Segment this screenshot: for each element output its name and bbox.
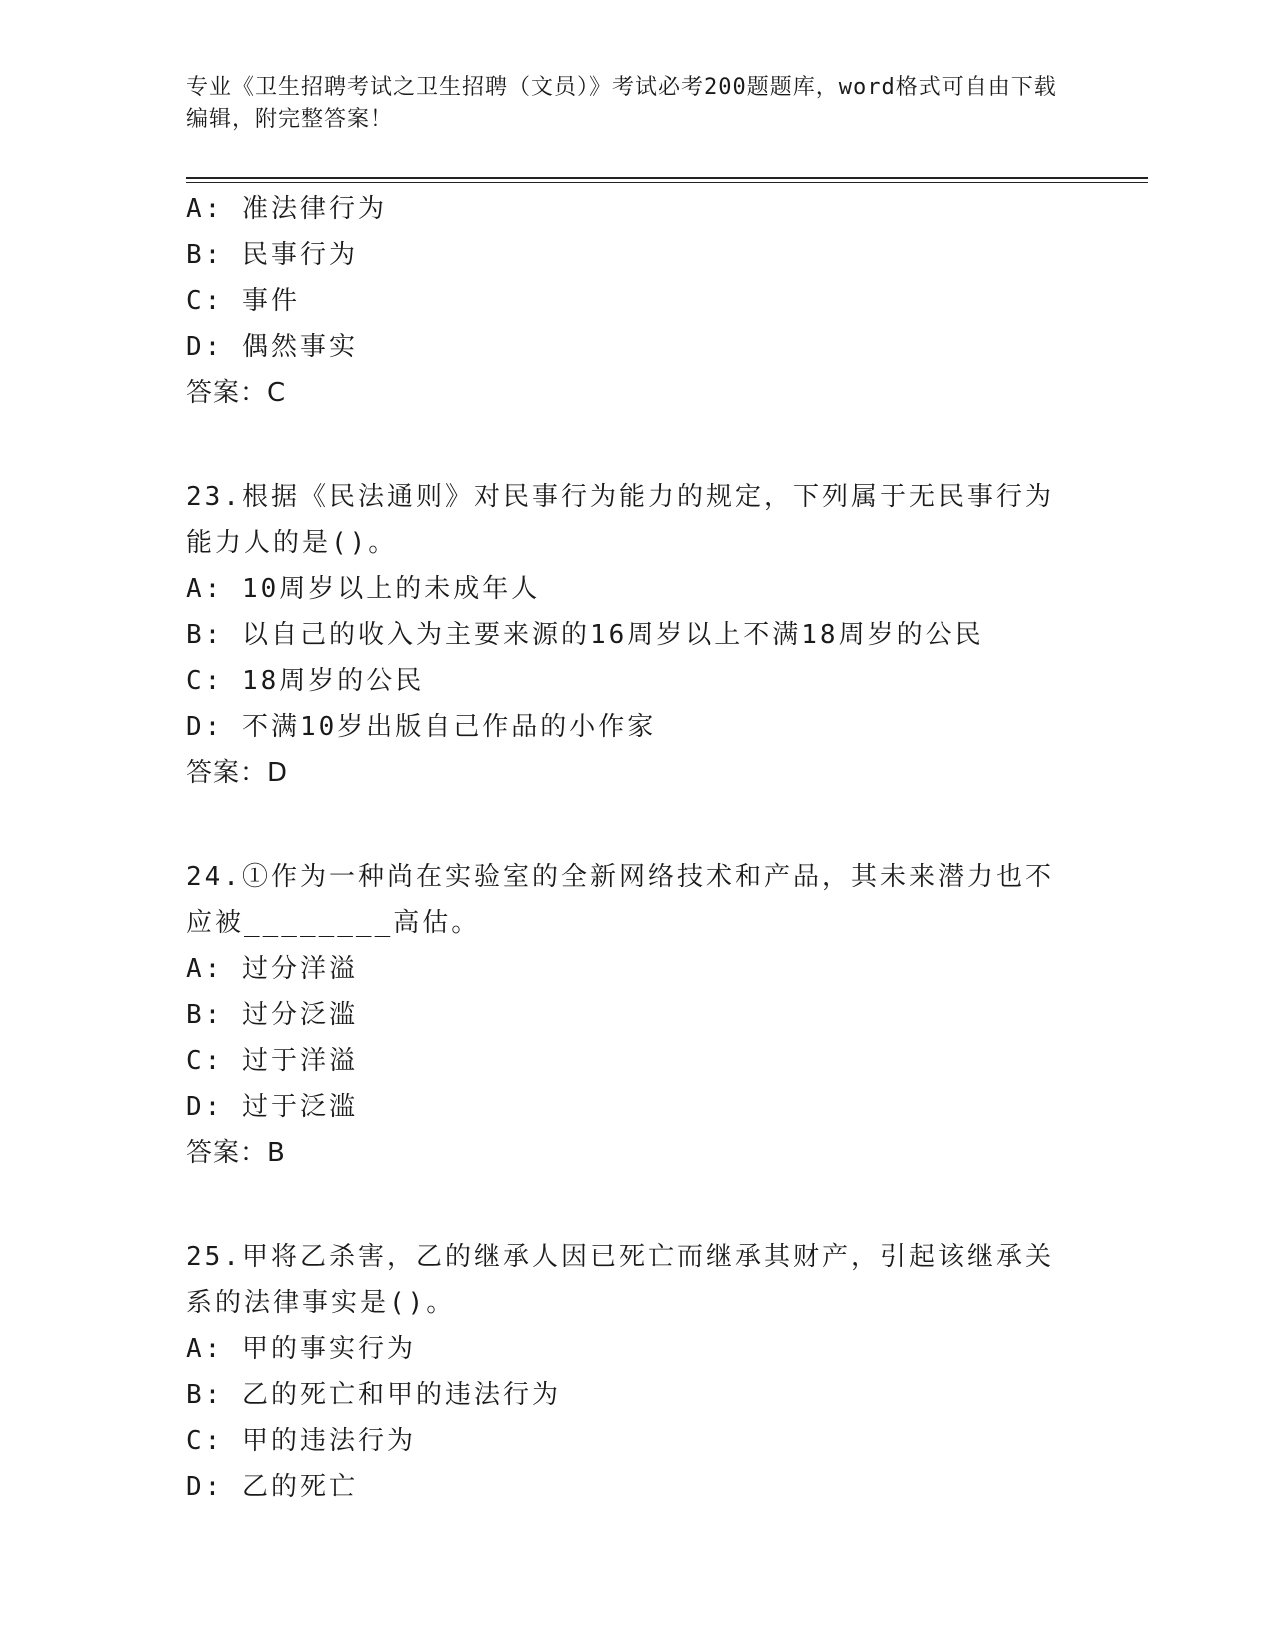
question-content [186,186,1086,1510]
question-23 [186,474,1086,796]
option-b: B: 乙的死亡和甲的违法行为 [186,1380,561,1410]
option-a: A: 10周岁以上的未成年人 [186,574,541,604]
option-d: D: 偶然事实 [186,332,358,362]
option-a: A: 过分洋溢 [186,954,358,984]
option-b: B: 民事行为 [186,240,358,270]
question-24 [186,854,1086,1176]
option-c: C: 过于洋溢 [186,1046,358,1076]
option-b: B: 过分泛滥 [186,1000,358,1030]
option-a: A: 甲的事实行为 [186,1334,416,1364]
header-divider-thin [186,182,1148,183]
answer-line: 答案：B [186,1138,286,1168]
answer-line: 答案：C [186,378,287,408]
option-d: D: 乙的死亡 [186,1472,358,1502]
question-stem: 25.甲将乙杀害，乙的继承人因已死亡而继承其财产，引起该继承关系的法律事实是()。 [186,1242,1054,1318]
option-c: C: 18周岁的公民 [186,666,425,696]
option-c: C: 事件 [186,286,300,316]
answer-line: 答案：D [186,758,289,788]
option-d: D: 过于泛滥 [186,1092,358,1122]
question-stem: 23.根据《民法通则》对民事行为能力的规定，下列属于无民事行为能力人的是()。 [186,482,1054,558]
option-b: B: 以自己的收入为主要来源的16周岁以上不满18周岁的公民 [186,620,984,650]
question-22 [186,186,1086,416]
question-25 [186,1234,1086,1510]
document-header: 专业《卫生招聘考试之卫生招聘（文员）》考试必考200题题库，word格式可自由下载编辑，附完整答案！ [186,75,1057,132]
header-divider-thick [186,177,1148,179]
question-stem: 24.①作为一种尚在实验室的全新网络技术和产品，其未来潜力也不应被________高估。 [186,862,1054,938]
option-c: C: 甲的违法行为 [186,1426,416,1456]
option-a: A: 准法律行为 [186,194,387,224]
option-d: D: 不满10岁出版自己作品的小作家 [186,712,657,742]
